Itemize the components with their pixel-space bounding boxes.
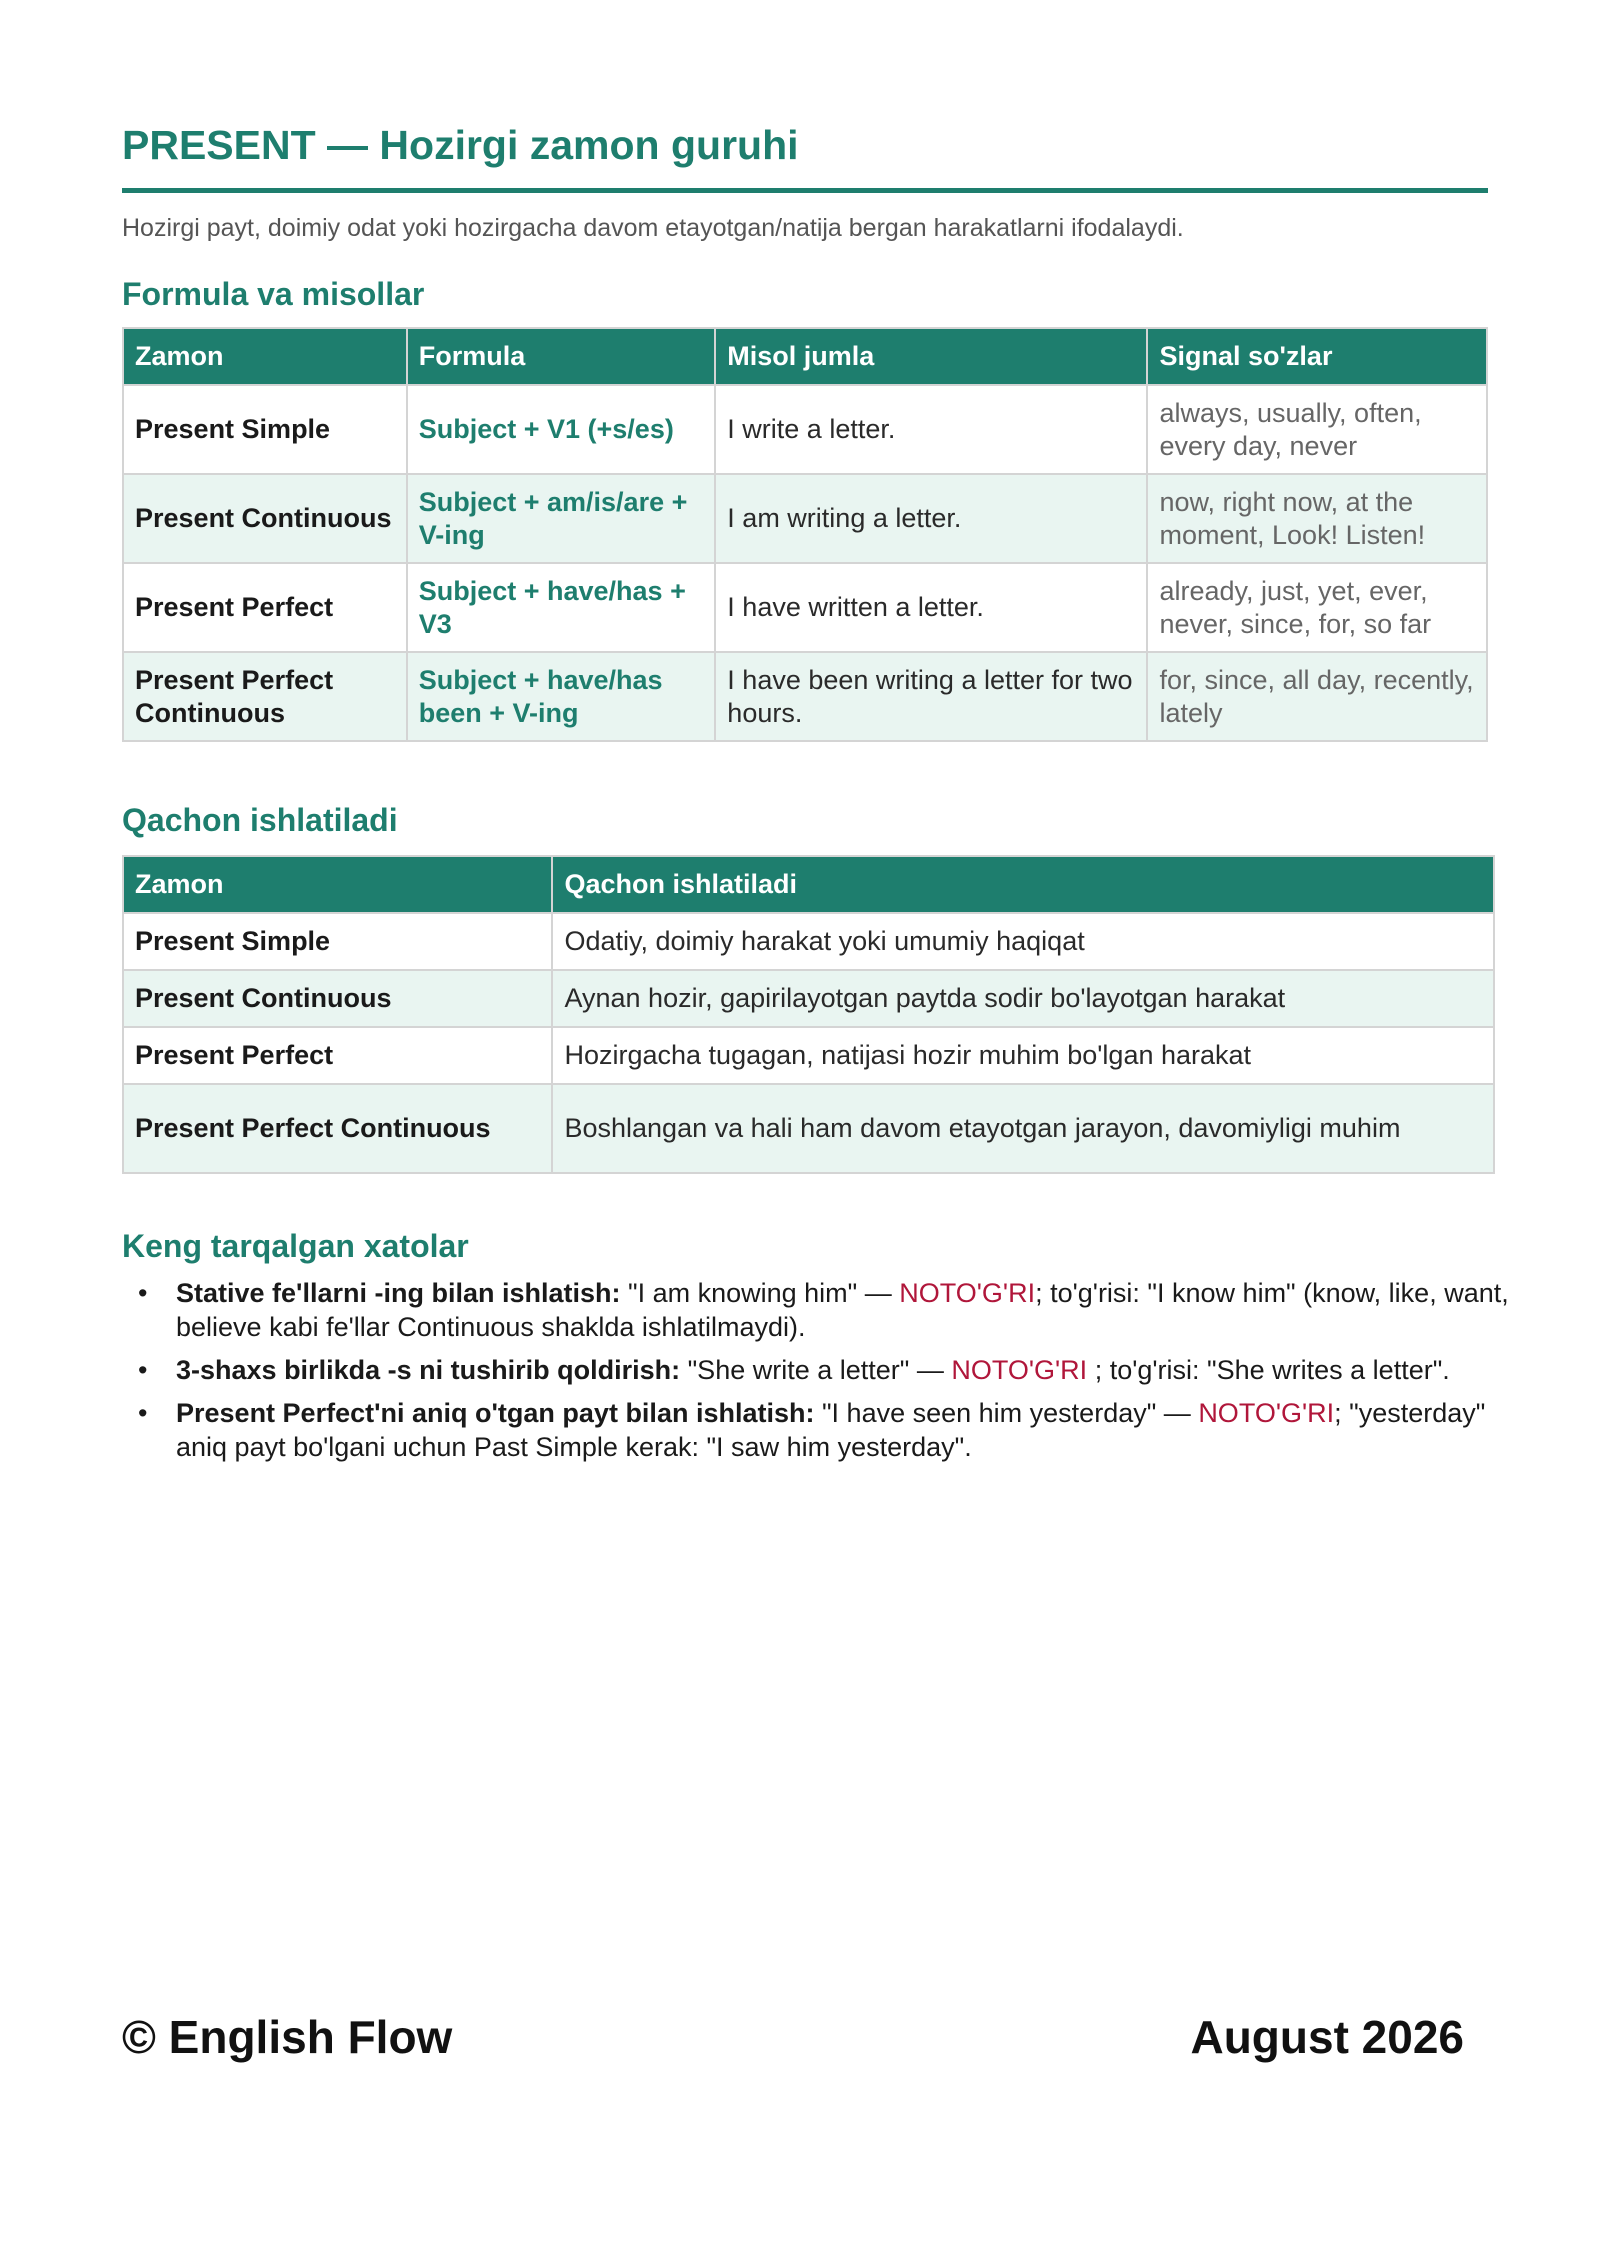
list-item xyxy=(138,1396,1542,1464)
column-header: Formula xyxy=(407,328,716,385)
footer-copyright: © English Flow xyxy=(122,2011,453,2063)
wrong-label: NOTO'G'RI xyxy=(1198,1398,1335,1428)
tense-cell: Present Perfect xyxy=(123,563,407,652)
example-cell: I am writing a letter. xyxy=(715,474,1147,563)
formula-heading: Formula va misollar xyxy=(122,276,425,312)
tense-cell: Present Simple xyxy=(123,385,407,474)
bullet-icon: • xyxy=(138,1398,148,1428)
signal-cell: for, since, all day, recently, lately xyxy=(1147,652,1487,741)
bullet-icon: • xyxy=(138,1278,148,1308)
wrong-label: NOTO'G'RI xyxy=(899,1278,1036,1308)
table-row xyxy=(123,474,1487,563)
error-text: ; to'g'risi: "I know him" (know, like, want, believe kabi fe'llar Continuous shaklda ishlatilmaydi). xyxy=(176,1278,1509,1342)
usage-heading: Qachon ishlatiladi xyxy=(122,802,398,838)
error-text: ; "yesterday" aniq payt bo'lgani uchun Past Simple kerak: "I saw him yesterday". xyxy=(176,1398,1486,1462)
list-item xyxy=(138,1276,1542,1344)
wrong-label: NOTO'G'RI xyxy=(951,1355,1088,1385)
usage-cell: Aynan hozir, gapirilayotgan paytda sodir bo'layotgan harakat xyxy=(552,970,1494,1027)
table-header-row xyxy=(123,856,1494,913)
usage-cell: Hozirgacha tugagan, natijasi hozir muhim bo'lgan harakat xyxy=(552,1027,1494,1084)
signal-cell: already, just, yet, ever, never, since, for, so far xyxy=(1147,563,1487,652)
table-row xyxy=(123,1027,1494,1084)
tense-cell: Present Perfect xyxy=(123,1027,552,1084)
column-header: Misol jumla xyxy=(715,328,1147,385)
footer-date: August 2026 xyxy=(1190,2011,1464,2063)
error-lead: Present Perfect'ni aniq o'tgan payt bilan ishlatish: xyxy=(176,1398,815,1428)
tense-cell: Present Continuous xyxy=(123,474,407,563)
example-cell: I write a letter. xyxy=(715,385,1147,474)
column-header: Zamon xyxy=(123,328,407,385)
tense-cell: Present Simple xyxy=(123,913,552,970)
table-row xyxy=(123,385,1487,474)
signal-cell: always, usually, often, every day, never xyxy=(1147,385,1487,474)
formula-cell: Subject + am/is/are + V-ing xyxy=(407,474,716,563)
usage-cell: Odatiy, doimiy harakat yoki umumiy haqiqat xyxy=(552,913,1494,970)
usage-table xyxy=(122,855,1495,1174)
errors-heading: Keng tarqalgan xatolar xyxy=(122,1228,469,1264)
tense-cell: Present Perfect Continuous xyxy=(123,652,407,741)
table-row xyxy=(123,970,1494,1027)
formula-table xyxy=(122,327,1488,742)
list-item xyxy=(138,1353,1542,1387)
column-header: Qachon ishlatiladi xyxy=(552,856,1494,913)
table-row xyxy=(123,652,1487,741)
formula-cell: Subject + V1 (+s/es) xyxy=(407,385,716,474)
error-lead: Stative fe'llarni -ing bilan ishlatish: xyxy=(176,1278,621,1308)
errors-list xyxy=(122,1276,1542,1473)
signal-cell: now, right now, at the moment, Look! Listen! xyxy=(1147,474,1487,563)
error-text: "She write a letter" — xyxy=(680,1355,952,1385)
example-cell: I have written a letter. xyxy=(715,563,1147,652)
example-cell: I have been writing a letter for two hours. xyxy=(715,652,1147,741)
column-header: Signal so'zlar xyxy=(1147,328,1487,385)
error-text: "I have seen him yesterday" — xyxy=(814,1398,1199,1428)
column-header: Zamon xyxy=(123,856,552,913)
tense-cell: Present Perfect Continuous xyxy=(123,1084,552,1173)
table-row xyxy=(123,563,1487,652)
intro-text: Hozirgi payt, doimiy odat yoki hozirgacha davom etayotgan/natija bergan harakatlarni ifodalaydi. xyxy=(122,214,1184,242)
bullet-icon: • xyxy=(138,1355,148,1385)
formula-cell: Subject + have/has + V3 xyxy=(407,563,716,652)
error-text: ; to'g'risi: "She writes a letter". xyxy=(1087,1355,1450,1385)
table-row xyxy=(123,913,1494,970)
table-header-row xyxy=(123,328,1487,385)
error-text: "I am knowing him" — xyxy=(620,1278,900,1308)
usage-cell: Boshlangan va hali ham davom etayotgan jarayon, davomiyligi muhim xyxy=(552,1084,1494,1173)
formula-cell: Subject + have/has been + V-ing xyxy=(407,652,716,741)
error-lead: 3-shaxs birlikda -s ni tushirib qoldirish: xyxy=(176,1355,681,1385)
tense-cell: Present Continuous xyxy=(123,970,552,1027)
table-row xyxy=(123,1084,1494,1173)
page-title: PRESENT — Hozirgi zamon guruhi xyxy=(122,122,799,168)
title-divider xyxy=(122,188,1488,193)
